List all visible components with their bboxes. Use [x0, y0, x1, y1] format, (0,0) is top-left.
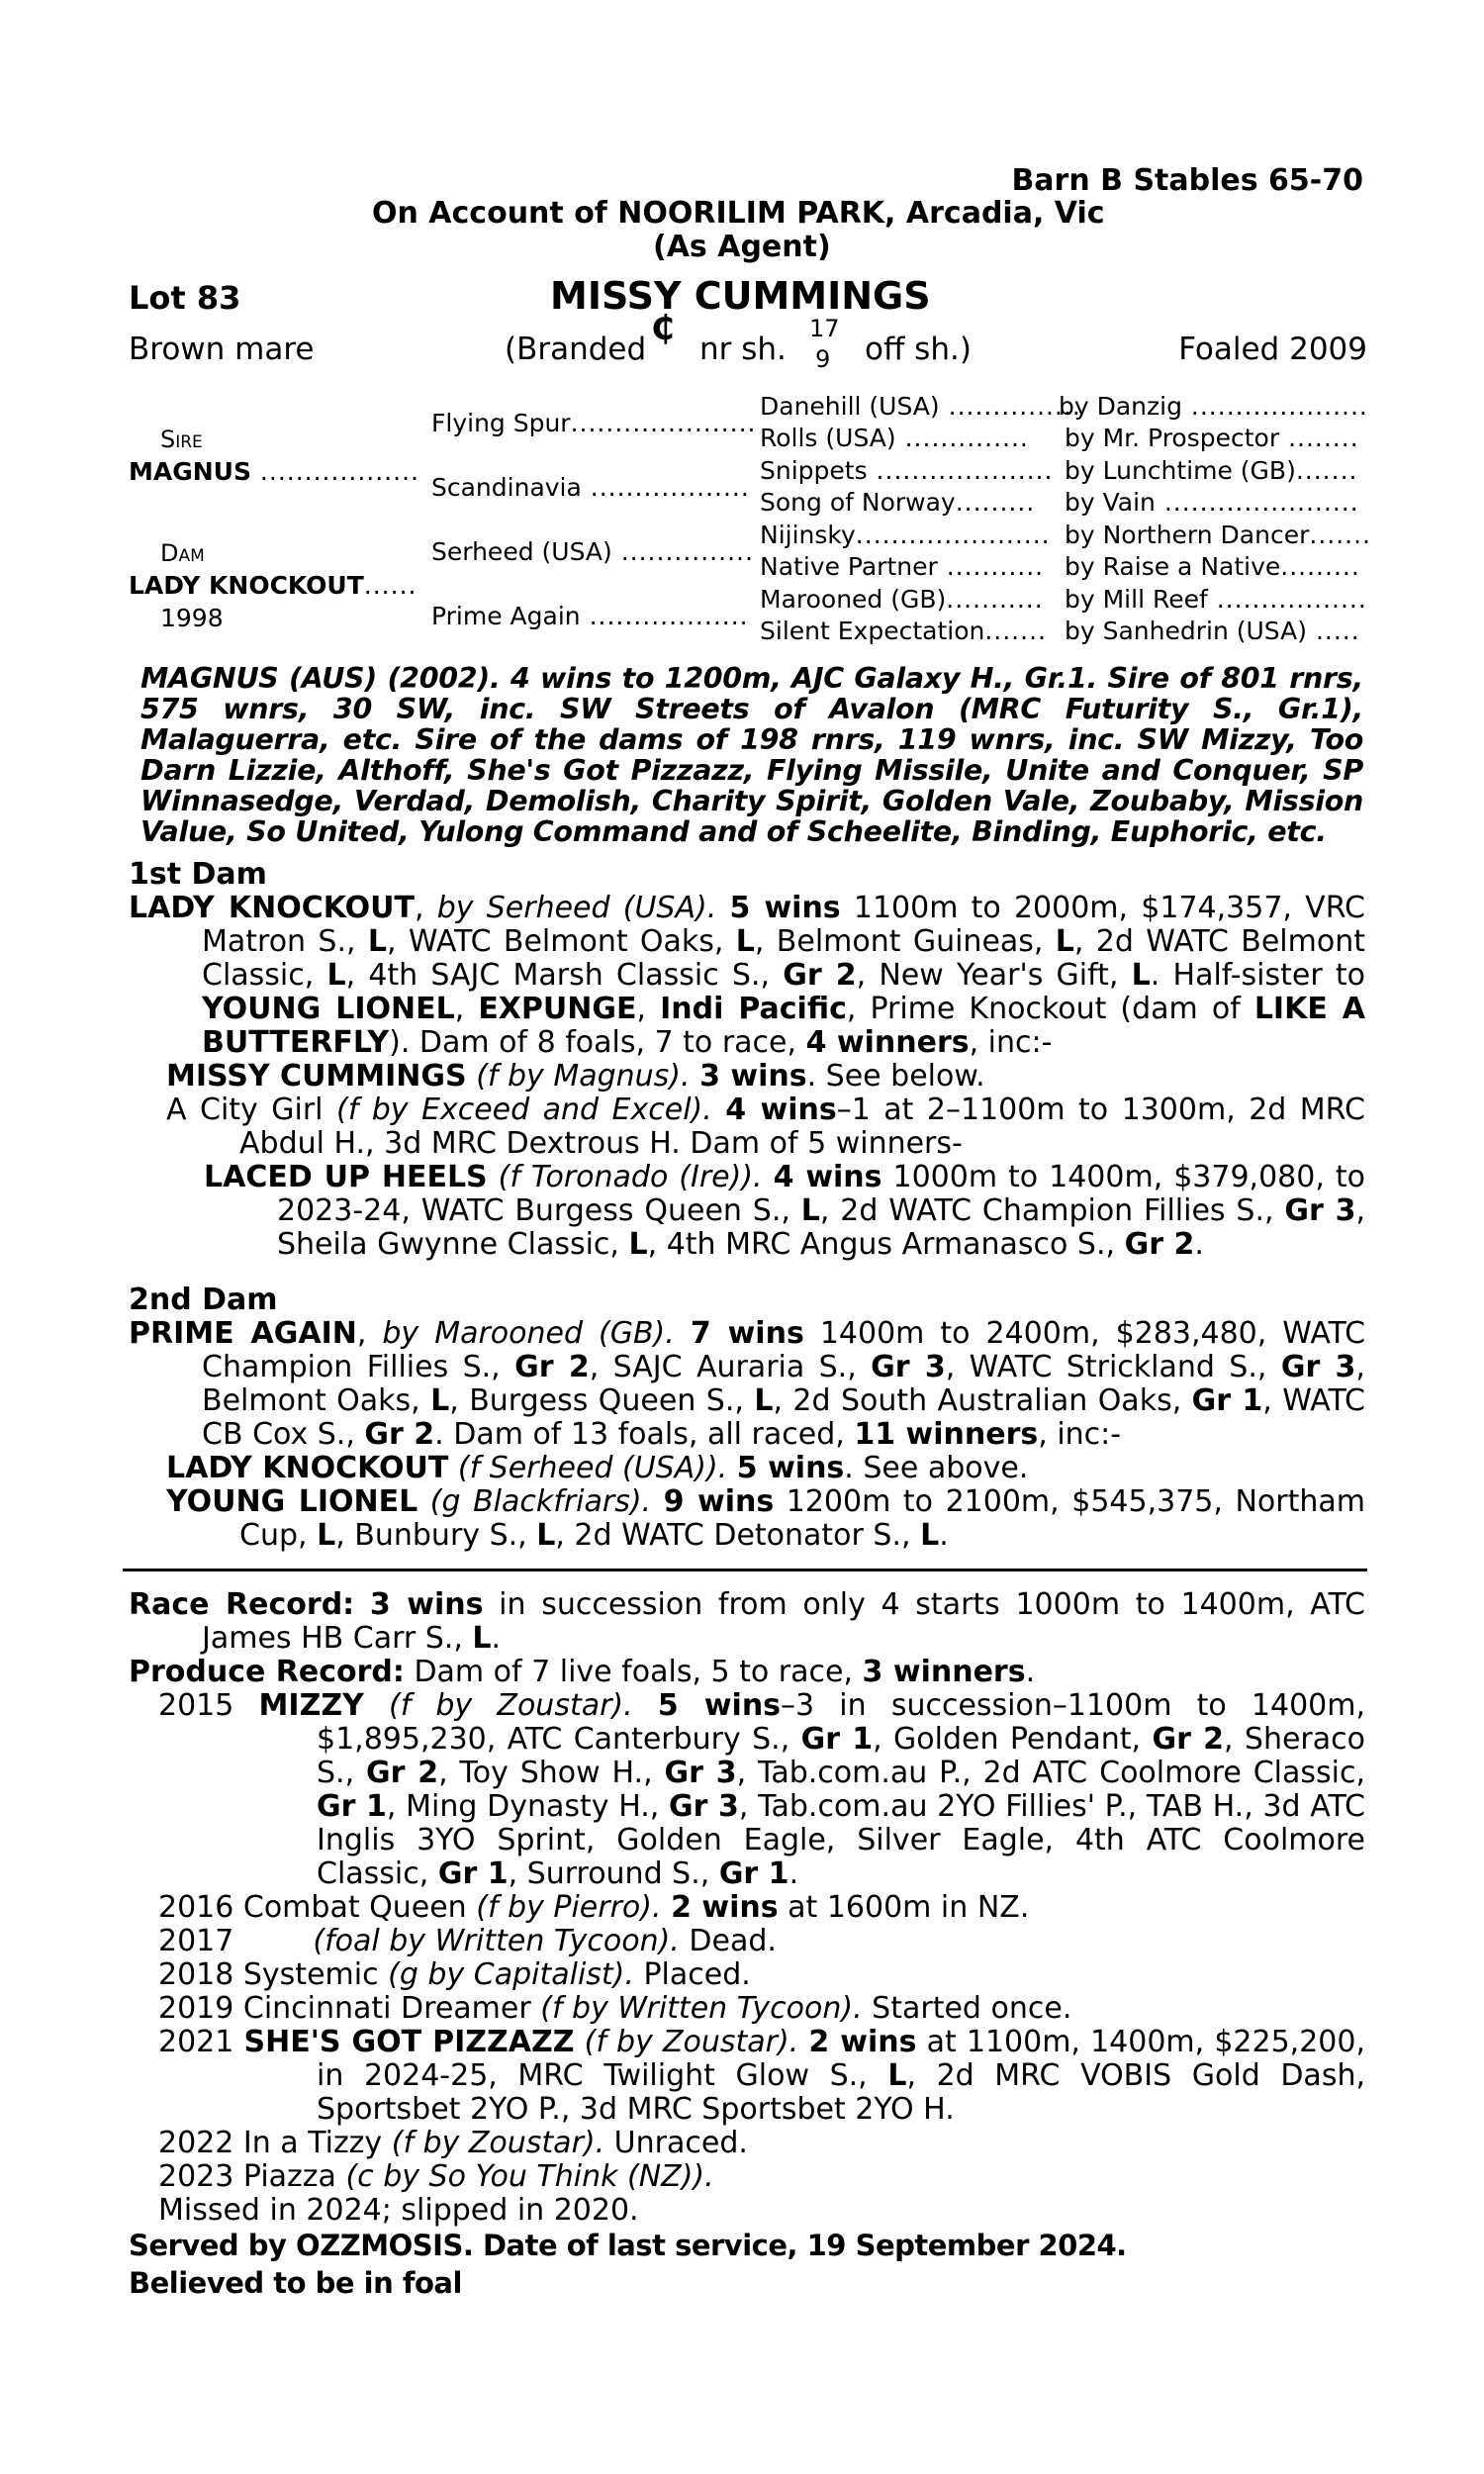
progeny-entry: MISSY CUMMINGS (f by Magnus). 3 wins. See below.: [166, 1059, 985, 1094]
pedigree-g3: by Mill Reef .................: [1065, 585, 1367, 614]
brand-near-shoulder: nr sh.: [699, 332, 787, 367]
produce-entry: 2022 In a Tizzy (f by Zoustar). Unraced.: [158, 2126, 748, 2160]
produce-entry: 2018 Systemic (g by Capitalist). Placed.: [158, 1957, 751, 1992]
pedigree-g1: Flying Spur.....................: [431, 409, 757, 437]
records-section: [129, 1588, 1365, 2228]
barn-location: Barn B Stables 65-70: [1011, 163, 1363, 198]
progeny-entry: YOUNG LIONEL (g Blackfriars). 9 wins 1200m to 2100m, $545,375, Northam Cup, L, Bunbury S., L, 2d WATC Detonator S., L.: [166, 1484, 1365, 1553]
lot-number: Lot 83: [129, 279, 241, 317]
service-note: Served by OZZMOSIS. Date of last service, 19 September 2024.: [129, 2229, 1127, 2262]
foal-status: Believed to be in foal: [129, 2266, 462, 2300]
sire-name: MAGNUS: [129, 457, 251, 486]
pedigree-g3: by Danzig ....................: [1059, 392, 1368, 421]
produce-entry: 2015 MIZZY (f by Zoustar). 5 wins–3 in succession–1100m to 1400m, $1,895,230, ATC Canterbury S., Gr 1, Golden Pendant, Gr 2, Sheraco S., Gr 2, Toy Show H., Gr 3, Tab.com.au P., 2d ATC Coolmore Classic, Gr 1, Ming Dynasty H., Gr 3, Tab.com.au 2YO Fillies' P., TAB H., 3d ATC Inglis 3YO Sprint, Golden Eagle, Silver Eagle, 4th ATC Coolmore Classic, Gr 1, Surround S., Gr 1.: [158, 1688, 1366, 1891]
pedigree-g3: by Lunchtime (GB).......: [1065, 456, 1358, 485]
pedigree-g3: by Sanhedrin (USA) .....: [1065, 617, 1360, 645]
dam-name: LADY KNOCKOUT: [129, 571, 364, 600]
pedigree-g3: by Northern Dancer.......: [1065, 521, 1372, 549]
pedigree-g3: by Vain ......................: [1065, 488, 1359, 517]
produce-entry: 2019 Cincinnati Dreamer (f by Written Tycoon). Started once.: [158, 1991, 1072, 2026]
horse-name: MISSY CUMMINGS: [550, 274, 931, 318]
produce-entry: 2023 Piazza (c by So You Think (NZ)).: [158, 2159, 714, 2194]
pedigree-g2: Native Partner ...........: [760, 552, 1045, 581]
sire-row: MAGNUS ..................: [129, 457, 419, 486]
pedigree-g2: Danehill (USA) ...............: [760, 392, 1081, 421]
dam-label: Dam: [160, 539, 205, 567]
second-dam-section: [129, 1284, 1365, 1553]
horse-sex: Brown mare: [129, 332, 315, 367]
vendor-account: On Account of NOORILIM PARK, Arcadia, Vic: [372, 196, 1105, 231]
grand-progeny-entry: LACED UP HEELS (f Toronado (Ire)). 4 wins 1000m to 1400m, $379,080, to 2023-24, WATC Burgess Queen S., L, 2d WATC Champion Fillies S., Gr 3, Sheila Gwynne Classic, L, 4th MRC Angus Armanasco S., Gr 2.: [204, 1160, 1366, 1262]
progeny-entry: A City Girl (f by Exceed and Excel). 4 wins–1 at 2–1100m to 1300m, 2d MRC Abdul H., 3d MRC Dextrous H. Dam of 5 winners-: [166, 1093, 1365, 1161]
pedigree-g1: Serheed (USA) ...............: [431, 537, 754, 566]
pedigree-g1: Scandinavia ..................: [431, 473, 750, 502]
section-divider: [123, 1569, 1367, 1571]
dam-year: 1998: [160, 604, 224, 632]
pedigree-g2: Rolls (USA) ..............: [760, 424, 1029, 452]
pedigree-g1: Prime Again ..................: [431, 602, 749, 630]
race-record: Race Record: 3 wins in succession from only 4 starts 1000m to 1400m, ATC James HB Carr S., L.: [129, 1587, 1365, 1656]
brand-off-shoulder: off sh.): [865, 332, 972, 367]
produce-entry: 2017 (foal by Written Tycoon). Dead.: [158, 1924, 777, 1958]
second-dam-heading: 2nd Dam: [129, 1283, 278, 1317]
first-dam-paragraph: LADY KNOCKOUT, by Serheed (USA). 5 wins 1100m to 2000m, $174,357, VRC Matron S., L, WATC Belmont Oaks, L, Belmont Guineas, L, 2d WATC Belmont Classic, L, 4th SAJC Marsh Classic S., Gr 2, New Year's Gift, L. Half-sister to YOUNG LIONEL, EXPUNGE, Indi Pacific, Prime Knockout (dam of LIKE A BUTTERFLY). Dam of 8 foals, 7 to race, 4 winners, inc:-: [129, 891, 1366, 1060]
brand-mark-icon: ₵: [651, 309, 675, 348]
produce-record-heading: Produce Record: Dam of 7 live foals, 5 to race, 3 winners.: [129, 1655, 1036, 1689]
pedigree-g3: by Raise a Native.........: [1065, 552, 1360, 581]
first-dam-heading: 1st Dam: [129, 857, 267, 892]
progeny-entry: LADY KNOCKOUT (f Serheed (USA)). 5 wins. See above.: [166, 1451, 1029, 1485]
sire-label: Sire: [160, 426, 203, 453]
second-dam-paragraph: PRIME AGAIN, by Marooned (GB). 7 wins 1400m to 2400m, $283,480, WATC Champion Fillies S., Gr 2, SAJC Auraria S., Gr 3, WATC Strickland S., Gr 3, Belmont Oaks, L, Burgess Queen S., L, 2d South Australian Oaks, Gr 1, WATC CB Cox S., Gr 2. Dam of 13 foals, all raced, 11 winners, inc:-: [129, 1316, 1366, 1452]
produce-entry: 2016 Combat Queen (f by Pierro). 2 wins at 1600m in NZ.: [158, 1890, 1030, 1925]
first-dam-section: [129, 858, 1365, 1262]
pedigree-g2: Nijinsky......................: [760, 521, 1051, 549]
produce-entry: 2021 SHE'S GOT PIZZAZZ (f by Zoustar). 2 wins at 1100m, 1400m, $225,200, in 2024-25, MRC Twilight Glow S., L, 2d MRC VOBIS Gold Dash, Sportsbet 2YO P., 3d MRC Sportsbet 2YO H.: [158, 2025, 1365, 2127]
pedigree-g3: by Mr. Prospector ........: [1065, 424, 1359, 452]
pedigree-g2: Silent Expectation.......: [760, 617, 1047, 645]
brand-number-top: 17: [809, 315, 840, 342]
foaled-year: Foaled 2009: [1178, 332, 1367, 367]
vendor-agent: (As Agent): [653, 230, 831, 264]
brand-number-bottom: 9: [815, 345, 831, 373]
pedigree-g2: Snippets ....................: [760, 456, 1054, 485]
dam-row: LADY KNOCKOUT......: [129, 571, 417, 600]
brand-open: (Branded: [505, 332, 647, 367]
produce-note: Missed in 2024; slipped in 2020.: [158, 2193, 639, 2228]
pedigree-g2: Song of Norway.........: [760, 488, 1036, 517]
pedigree-g2: Marooned (GB)...........: [760, 585, 1044, 614]
sire-summary: MAGNUS (AUS) (2002). 4 wins to 1200m, AJC Galaxy H., Gr.1. Sire of 801 rnrs, 575 wnrs, 30 SW, inc. SW Streets of Avalon (MRC Futurity S., Gr.1), Malaguerra, etc. Sire of the dams of 198 rnrs, 119 wnrs, inc. SW Mizzy, Too Darn Lizzie, Althoff, She's Got Pizzazz, Flying Missile, Unite and Conquer, SP Winnasedge, Verdad, Demolish, Charity Spirit, Golden Vale, Zoubaby, Mission Value, So United, Yulong Command and of Scheelite, Binding, Euphoric, etc.: [140, 662, 1363, 848]
